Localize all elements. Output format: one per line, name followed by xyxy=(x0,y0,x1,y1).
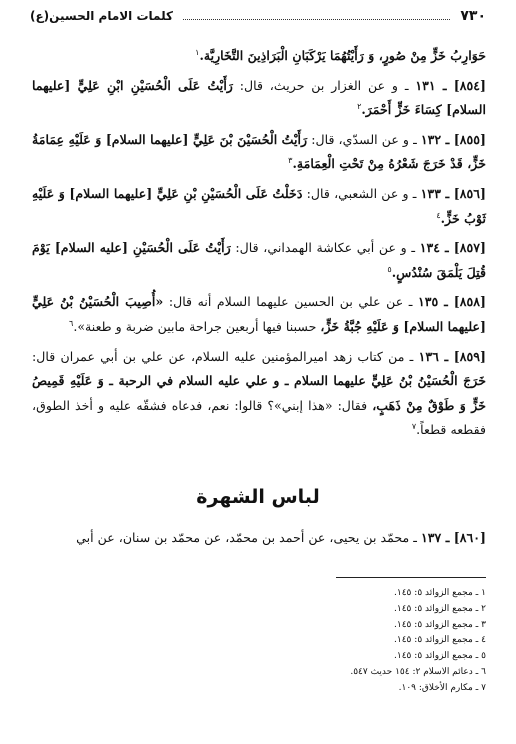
footnote-marker: ٤ xyxy=(436,210,441,220)
hadith-quote: رَأَيْتُ عَلَى الْحُسَيْنِ ابْنِ عَلِيٍّ [عليهما السلام] كِسَاءَ خَزٍّ أَحْمَرَ. xyxy=(32,77,486,118)
footnote-marker: ١ xyxy=(195,47,200,57)
hadith-chain: ـ محمّد بن يحيى، عن أحمد بن محمّد، عن محمّد بن سنان، عن أبي xyxy=(76,530,417,545)
hadith-continuation: حسبنا فيها أربعين جراحة مابين ضربة و طعنة». xyxy=(73,318,317,334)
footnote: ٢ ـ مجمع الزوائد ٥: ١٤٥. xyxy=(394,603,486,614)
footnotes xyxy=(186,586,486,697)
hadith-chain: ـ و عن أبي عكاشة الهمداني، قال: xyxy=(235,240,416,256)
hadith-continuation: فقال: «هذا إبني»؟ قالوا: نعم، فدعاه فشقّه عليه و أخذ الطوق، فقطعه قطعاً. xyxy=(32,397,486,438)
hadith-number: [٨٦٠] ـ ١٣٧ xyxy=(421,530,486,545)
footnote-marker: ٣ xyxy=(288,156,293,166)
hadith-number: [٨٥٥] ـ ١٣٢ xyxy=(420,131,486,147)
hadith-quote: «أُصِيبَ الْحُسَيْنُ بْنُ عَلِيٍّ [عليهما السلام] وَ عَلَيْهِ جُبَّةُ خَزٍّ، xyxy=(32,294,486,334)
footnote-marker: ٦ xyxy=(69,318,74,328)
page-number: ٧٣٠ xyxy=(460,8,486,24)
footnote: ٣ ـ مجمع الزوائد ٥: ١٤٥. xyxy=(394,619,486,630)
main-text xyxy=(32,44,486,443)
hadith-chain: ـ من كتاب زهد اميرالمؤمنين عليه السلام، عن علي بن أبي عمران قال: xyxy=(32,348,414,364)
footnote-marker: ٧ xyxy=(411,422,417,432)
footnote: ٦ ـ دعائم الاسلام ٢: ١٥٤ حديث ٥٤٧. xyxy=(350,666,486,677)
hadith-paragraph xyxy=(32,236,486,285)
hadith-chain: ـ و عن الشعبي، قال: xyxy=(306,185,417,201)
hadith-chain: ـ و عن السدّي، قال: xyxy=(311,131,417,147)
hadith-paragraph xyxy=(32,526,486,550)
hadith-quote: رَأَيْتُ الْحُسَيْنَ بْنَ عَلِيٍّ [عليهما السلام] وَ عَلَيْهِ عِمَامَةُ خَزٍّ، قَدْ خَرَجَ شَعْرُهُ مِنْ تَحْتِ الْعِمَامَةِ. xyxy=(32,131,486,172)
page-header xyxy=(30,8,486,30)
hadith-paragraph xyxy=(32,290,486,339)
hadith-quote: دَخَلْتُ عَلَى الْحُسَيْنِ بْنِ عَلِيٍّ [عليهما السلام] وَ عَلَيْهِ ثَوْبُ خَزٍّ. xyxy=(32,185,486,226)
hadith-paragraph xyxy=(32,128,486,177)
hadith-number: [٨٥٧] ـ ١٣٤ xyxy=(419,240,486,256)
footnote: ٤ ـ مجمع الزوائد ٥: ١٤٥. xyxy=(394,635,486,646)
hadith-paragraph xyxy=(32,182,486,231)
footnote-separator xyxy=(336,577,486,578)
hadith-quote: حَوَارِبُ خَزٍّ مِنْ صُورٍ، وَ رَأَيْتُهُمَا يَرْكَبَانِ الْبَرَاذِينَ التَّخَارِيَّة. xyxy=(199,48,486,63)
footnote: ٧ ـ مكارم الأخلاق: ١٠٩. xyxy=(398,682,486,693)
footnote-marker: ٥ xyxy=(387,264,392,274)
running-title: كلمات الامام الحسين(ع) xyxy=(30,9,173,23)
hadith-paragraph xyxy=(32,74,486,123)
hadith-chain: ـ عن علي بن الحسين عليهما السلام أنه قال: xyxy=(168,294,413,310)
hadith-number: [٨٥٨] ـ ١٣٥ xyxy=(417,294,486,310)
header-dotted-leader xyxy=(183,19,450,20)
footnote: ١ ـ مجمع الزوائد ٥: ١٤٥. xyxy=(394,588,486,598)
hadith-chain: ـ و عن الغزار بن حريث، قال: xyxy=(239,77,409,93)
footnote-marker: ٢ xyxy=(357,102,362,111)
hadith-quote: رَأَيْتُ عَلَى الْحُسَيْنِ [عليه السلام] يَوْمَ قُتِلَ يَلْمَقَ سُنْدُسٍ. xyxy=(32,240,486,280)
hadith-number: [٨٥٤] ـ ١٣١ xyxy=(415,77,486,93)
hadith-paragraph xyxy=(32,345,486,443)
section-heading: لباس الشهرة xyxy=(196,486,320,508)
hadith-paragraph xyxy=(32,44,486,69)
hadith-number: [٨٥٦] ـ ١٣٣ xyxy=(420,185,486,201)
footnote: ٥ ـ مجمع الزوائد ٥: ١٤٥. xyxy=(394,651,486,662)
hadith-number: [٨٥٩] ـ ١٣٦ xyxy=(418,348,487,364)
hadith-quote: خَرَجَ الْحُسَيْنُ بْنُ عَلِيٍّ عليهما السلام ـ و علي عليه السلام في الرحبة ـ وَ عَلَيْهِ قَمِيصُ خَزٍّ وَ طَوْقٌ مِنْ ذَهَبٍ، xyxy=(32,373,486,413)
